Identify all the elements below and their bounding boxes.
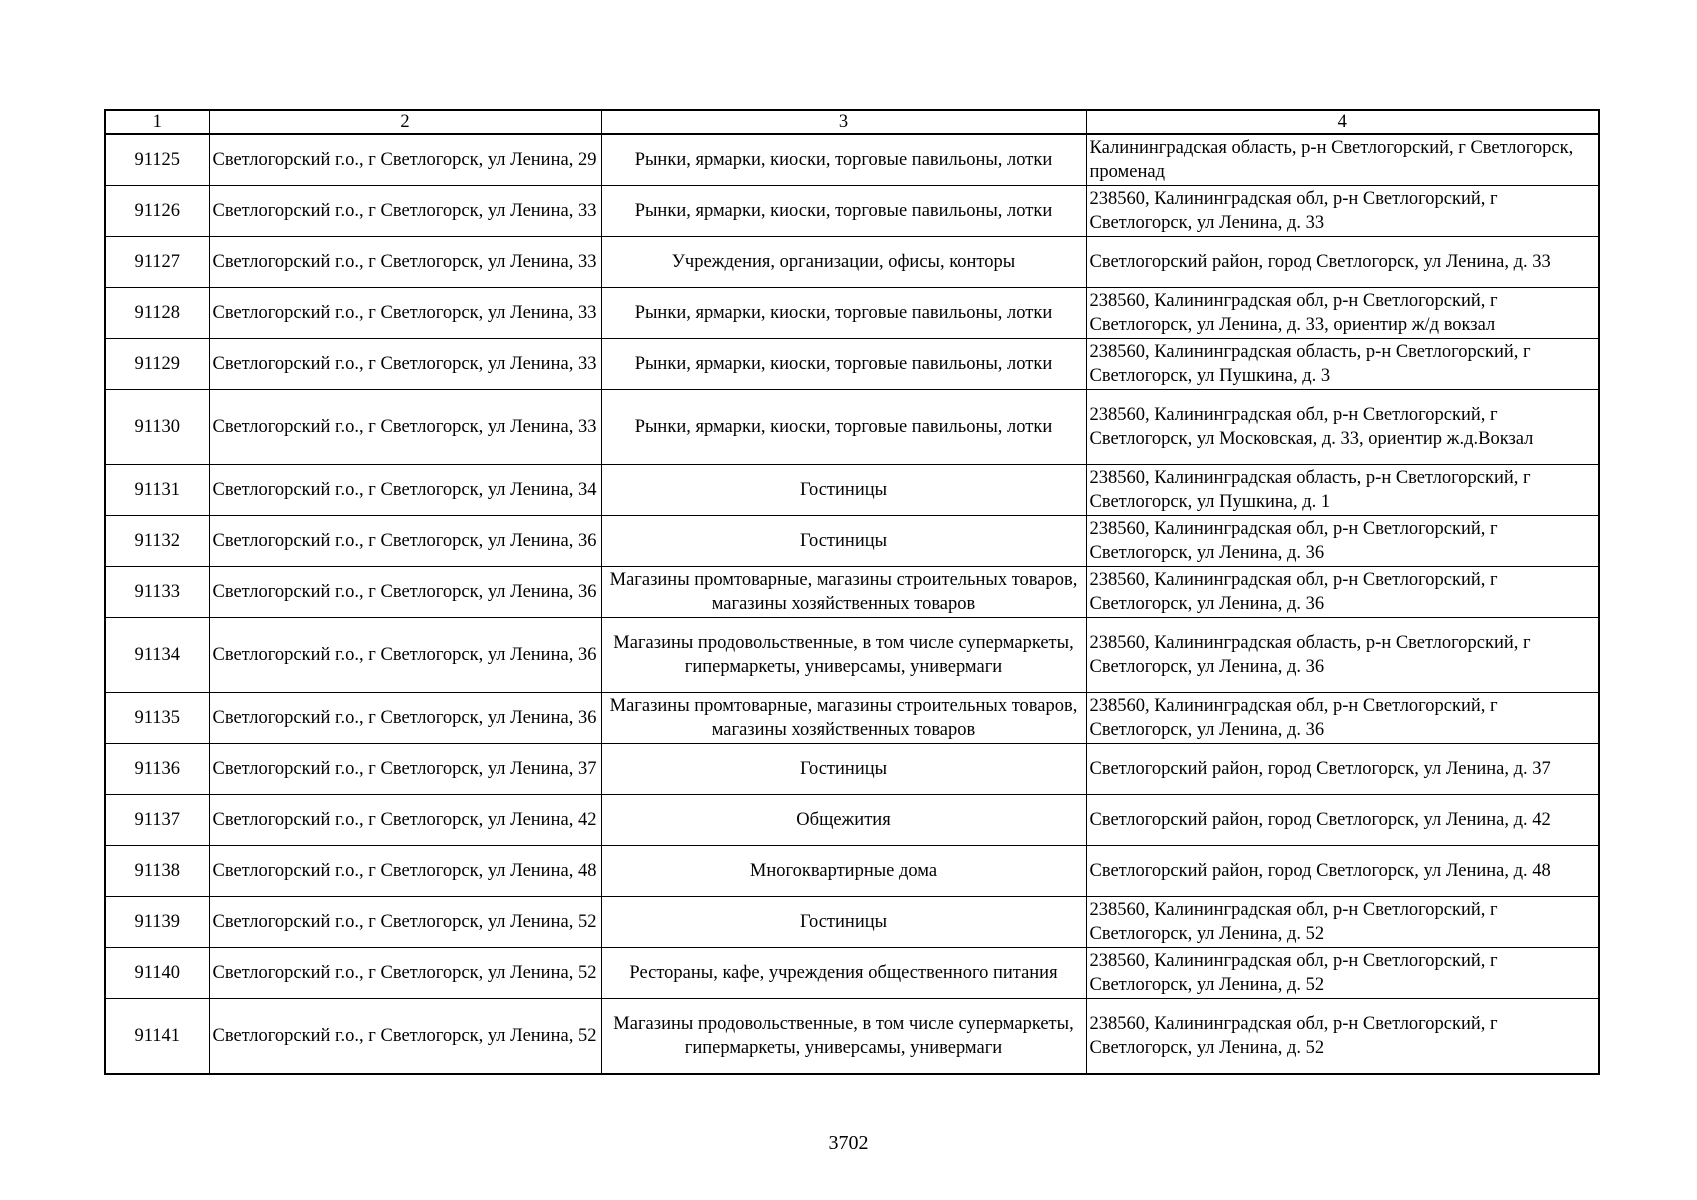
row-address: Светлогорский г.о., г Светлогорск, ул Ленина, 29 [209, 134, 601, 186]
row-location: 238560, Калининградская область, р-н Светлогорский, г Светлогорск, ул Пушкина, д. 1 [1086, 465, 1599, 516]
row-address: Светлогорский г.о., г Светлогорск, ул Ленина, 48 [209, 846, 601, 897]
table-row [105, 618, 1599, 693]
table-row [105, 948, 1599, 999]
row-address: Светлогорский г.о., г Светлогорск, ул Ленина, 52 [209, 999, 601, 1075]
row-location: Калининградская область, р-н Светлогорский, г Светлогорск, променад [1086, 134, 1599, 186]
row-id: 91126 [105, 186, 209, 237]
row-location: Светлогорский район, город Светлогорск, ул Ленина, д. 42 [1086, 795, 1599, 846]
row-address: Светлогорский г.о., г Светлогорск, ул Ленина, 36 [209, 567, 601, 618]
row-type: Учреждения, организации, офисы, конторы [601, 237, 1086, 288]
row-type: Рынки, ярмарки, киоски, торговые павильоны, лотки [601, 134, 1086, 186]
row-id: 91128 [105, 288, 209, 339]
header-col-3: 3 [601, 110, 1086, 134]
row-type: Рынки, ярмарки, киоски, торговые павильоны, лотки [601, 390, 1086, 465]
table-row [105, 390, 1599, 465]
table-row [105, 237, 1599, 288]
row-type: Гостиницы [601, 516, 1086, 567]
row-id: 91137 [105, 795, 209, 846]
row-address: Светлогорский г.о., г Светлогорск, ул Ленина, 33 [209, 390, 601, 465]
table-row [105, 693, 1599, 744]
table-row [105, 186, 1599, 237]
row-id: 91129 [105, 339, 209, 390]
row-address: Светлогорский г.о., г Светлогорск, ул Ленина, 33 [209, 339, 601, 390]
row-id: 91135 [105, 693, 209, 744]
row-id: 91134 [105, 618, 209, 693]
row-type: Магазины промтоварные, магазины строительных товаров, магазины хозяйственных товаров [601, 693, 1086, 744]
table-row [105, 999, 1599, 1075]
row-location: 238560, Калининградская обл, р-н Светлогорский, г Светлогорск, ул Ленина, д. 33 [1086, 186, 1599, 237]
row-type: Магазины продовольственные, в том числе супермаркеты, гипермаркеты, универсамы, универмаги [601, 618, 1086, 693]
row-type: Многоквартирные дома [601, 846, 1086, 897]
row-id: 91127 [105, 237, 209, 288]
row-address: Светлогорский г.о., г Светлогорск, ул Ленина, 33 [209, 186, 601, 237]
row-location: 238560, Калининградская область, р-н Светлогорский, г Светлогорск, ул Ленина, д. 36 [1086, 618, 1599, 693]
table-row [105, 897, 1599, 948]
row-address: Светлогорский г.о., г Светлогорск, ул Ленина, 37 [209, 744, 601, 795]
row-location: 238560, Калининградская обл, р-н Светлогорский, г Светлогорск, ул Московская, д. 33, ориентир ж.д.Вокзал [1086, 390, 1599, 465]
row-address: Светлогорский г.о., г Светлогорск, ул Ленина, 36 [209, 516, 601, 567]
row-id: 91141 [105, 999, 209, 1075]
row-location: 238560, Калининградская обл, р-н Светлогорский, г Светлогорск, ул Ленина, д. 36 [1086, 693, 1599, 744]
row-address: Светлогорский г.о., г Светлогорск, ул Ленина, 36 [209, 618, 601, 693]
row-location: 238560, Калининградская обл, р-н Светлогорский, г Светлогорск, ул Ленина, д. 52 [1086, 999, 1599, 1075]
page-number: 3702 [828, 1132, 869, 1154]
table-row [105, 846, 1599, 897]
row-location: 238560, Калининградская обл, р-н Светлогорский, г Светлогорск, ул Ленина, д. 52 [1086, 948, 1599, 999]
row-location: 238560, Калининградская обл, р-н Светлогорский, г Светлогорск, ул Ленина, д. 33, ориентир ж/д вокзал [1086, 288, 1599, 339]
table-row [105, 516, 1599, 567]
table-header-row [105, 110, 1599, 134]
row-type: Рынки, ярмарки, киоски, торговые павильоны, лотки [601, 288, 1086, 339]
table-row [105, 567, 1599, 618]
table-row [105, 339, 1599, 390]
row-address: Светлогорский г.о., г Светлогорск, ул Ленина, 34 [209, 465, 601, 516]
row-address: Светлогорский г.о., г Светлогорск, ул Ленина, 33 [209, 237, 601, 288]
row-type: Гостиницы [601, 465, 1086, 516]
table-row [105, 465, 1599, 516]
row-id: 91125 [105, 134, 209, 186]
row-location: 238560, Калининградская обл, р-н Светлогорский, г Светлогорск, ул Ленина, д. 36 [1086, 516, 1599, 567]
row-type: Гостиницы [601, 744, 1086, 795]
row-type: Рестораны, кафе, учреждения общественного питания [601, 948, 1086, 999]
header-col-4: 4 [1086, 110, 1599, 134]
table-row [105, 134, 1599, 186]
row-id: 91138 [105, 846, 209, 897]
row-type: Общежития [601, 795, 1086, 846]
row-location: Светлогорский район, город Светлогорск, ул Ленина, д. 48 [1086, 846, 1599, 897]
row-type: Магазины промтоварные, магазины строительных товаров, магазины хозяйственных товаров [601, 567, 1086, 618]
row-id: 91133 [105, 567, 209, 618]
row-type: Рынки, ярмарки, киоски, торговые павильоны, лотки [601, 339, 1086, 390]
row-location: 238560, Калининградская обл, р-н Светлогорский, г Светлогорск, ул Ленина, д. 52 [1086, 897, 1599, 948]
header-col-2: 2 [209, 110, 601, 134]
row-id: 91130 [105, 390, 209, 465]
table-row [105, 288, 1599, 339]
table-row [105, 744, 1599, 795]
row-id: 91131 [105, 465, 209, 516]
row-location: 238560, Калининградская обл, р-н Светлогорский, г Светлогорск, ул Ленина, д. 36 [1086, 567, 1599, 618]
row-address: Светлогорский г.о., г Светлогорск, ул Ленина, 52 [209, 948, 601, 999]
row-address: Светлогорский г.о., г Светлогорск, ул Ленина, 36 [209, 693, 601, 744]
row-id: 91136 [105, 744, 209, 795]
row-type: Гостиницы [601, 897, 1086, 948]
row-type: Рынки, ярмарки, киоски, торговые павильоны, лотки [601, 186, 1086, 237]
row-location: Светлогорский район, город Светлогорск, ул Ленина, д. 37 [1086, 744, 1599, 795]
row-address: Светлогорский г.о., г Светлогорск, ул Ленина, 42 [209, 795, 601, 846]
row-address: Светлогорский г.о., г Светлогорск, ул Ленина, 33 [209, 288, 601, 339]
row-type: Магазины продовольственные, в том числе супермаркеты, гипермаркеты, универсамы, универмаги [601, 999, 1086, 1075]
row-location: 238560, Калининградская область, р-н Светлогорский, г Светлогорск, ул Пушкина, д. 3 [1086, 339, 1599, 390]
row-id: 91140 [105, 948, 209, 999]
table-row [105, 795, 1599, 846]
header-col-1: 1 [105, 110, 209, 134]
row-id: 91132 [105, 516, 209, 567]
row-address: Светлогорский г.о., г Светлогорск, ул Ленина, 52 [209, 897, 601, 948]
row-location: Светлогорский район, город Светлогорск, ул Ленина, д. 33 [1086, 237, 1599, 288]
row-id: 91139 [105, 897, 209, 948]
data-table [104, 109, 1600, 1075]
